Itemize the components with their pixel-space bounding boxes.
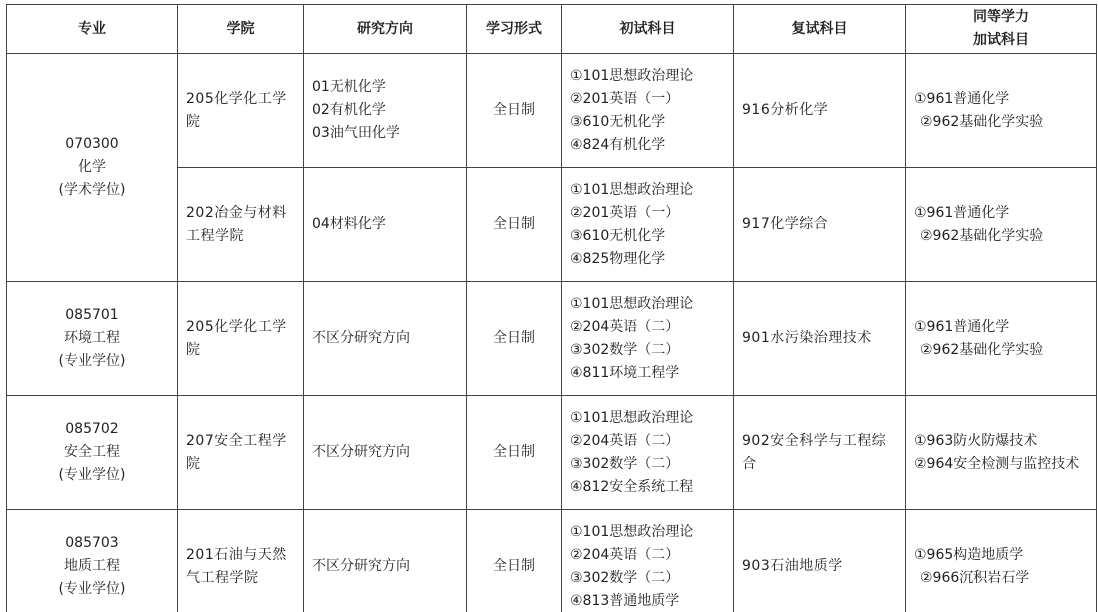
extra-subject: ②964安全检测与监控技术 xyxy=(914,455,1080,472)
college-cell xyxy=(178,282,304,396)
major-code: 070300 xyxy=(65,136,119,152)
header-initial-subjects: 初试科目 xyxy=(562,5,734,54)
extra-subject: ①963防火防爆技术 xyxy=(914,432,1038,449)
college-cell xyxy=(178,168,304,282)
direction-item: 不区分研究方向 xyxy=(312,444,410,460)
college-cell xyxy=(178,396,304,510)
extra-subject: ②962基础化学实验 xyxy=(920,227,1044,244)
extra-subjects-cell xyxy=(906,396,1097,510)
retest-subject: 902安全科学与工程综合 xyxy=(742,432,887,472)
major-code: 085703 xyxy=(65,535,119,551)
initial-subject: ④813普通地质学 xyxy=(570,592,680,609)
major-cell xyxy=(7,396,178,510)
initial-subject: ②204英语（二） xyxy=(570,432,680,449)
major-cell xyxy=(7,510,178,612)
initial-subjects-cell xyxy=(562,54,734,168)
extra-subject: ②962基础化学实验 xyxy=(920,113,1044,130)
mode-cell: 全日制 xyxy=(467,396,562,510)
direction-cell xyxy=(304,54,467,168)
retest-subject: 917化学综合 xyxy=(742,216,829,232)
initial-subject: ④812安全系统工程 xyxy=(570,478,694,495)
table-row xyxy=(7,54,1097,168)
college-cell xyxy=(178,510,304,612)
extra-subjects-cell xyxy=(906,54,1097,168)
extra-subject: ②962基础化学实验 xyxy=(920,341,1044,358)
mode-cell: 全日制 xyxy=(467,168,562,282)
initial-subject: ③610无机化学 xyxy=(570,113,666,130)
college-name: 205化学化工学院 xyxy=(186,90,287,130)
retest-subject-cell xyxy=(734,282,906,396)
initial-subject: ③610无机化学 xyxy=(570,227,666,244)
major-cell xyxy=(7,282,178,396)
direction-item: 02有机化学 xyxy=(312,102,386,118)
header-college: 学院 xyxy=(178,5,304,54)
retest-subject: 901水污染治理技术 xyxy=(742,330,872,346)
direction-item: 不区分研究方向 xyxy=(312,330,410,346)
direction-item: 03油气田化学 xyxy=(312,125,400,141)
initial-subject: ①101思想政治理论 xyxy=(570,409,694,426)
header-mode: 学习形式 xyxy=(467,5,562,54)
direction-cell xyxy=(304,510,467,612)
retest-subject-cell xyxy=(734,396,906,510)
table-row xyxy=(7,510,1097,612)
extra-subjects-cell xyxy=(906,168,1097,282)
initial-subject: ②204英语（二） xyxy=(570,318,680,335)
initial-subject: ②201英语（一） xyxy=(570,204,680,221)
retest-subject-cell xyxy=(734,54,906,168)
college-name: 201石油与天然气工程学院 xyxy=(186,546,287,586)
retest-subject: 903石油地质学 xyxy=(742,558,843,574)
major-code: 085702 xyxy=(65,421,119,437)
initial-subject: ①101思想政治理论 xyxy=(570,181,694,198)
retest-subject-cell xyxy=(734,510,906,612)
initial-subject: ①101思想政治理论 xyxy=(570,523,694,540)
major-name: 化学 xyxy=(78,159,106,175)
major-name: 地质工程 xyxy=(64,558,120,574)
direction-cell xyxy=(304,282,467,396)
extra-subject: ①961普通化学 xyxy=(914,318,1010,335)
table-row xyxy=(7,282,1097,396)
extra-subject: ②966沉积岩石学 xyxy=(920,569,1030,586)
admission-subjects-table xyxy=(6,4,1097,612)
extra-subject: ①961普通化学 xyxy=(914,204,1010,221)
direction-cell xyxy=(304,168,467,282)
retest-subject: 916分析化学 xyxy=(742,102,829,118)
initial-subject: ③302数学（二） xyxy=(570,455,680,472)
header-direction: 研究方向 xyxy=(304,5,467,54)
retest-subject-cell xyxy=(734,168,906,282)
header-major: 专业 xyxy=(7,5,178,54)
direction-item: 01无机化学 xyxy=(312,79,386,95)
header-row xyxy=(7,5,1097,54)
direction-cell xyxy=(304,396,467,510)
major-name: 安全工程 xyxy=(64,444,120,460)
college-name: 202冶金与材料工程学院 xyxy=(186,204,287,244)
college-name: 205化学化工学院 xyxy=(186,318,287,358)
extra-subject: ①961普通化学 xyxy=(914,90,1010,107)
mode-cell: 全日制 xyxy=(467,54,562,168)
initial-subject: ②204英语（二） xyxy=(570,546,680,563)
mode-cell: 全日制 xyxy=(467,510,562,612)
header-extra-line1: 同等学力 xyxy=(973,9,1029,25)
college-cell xyxy=(178,54,304,168)
initial-subject: ③302数学（二） xyxy=(570,341,680,358)
major-name: 环境工程 xyxy=(64,330,120,346)
college-name: 207安全工程学院 xyxy=(186,432,287,472)
initial-subject: ④825物理化学 xyxy=(570,250,666,267)
major-type: (专业学位) xyxy=(58,467,126,483)
header-extra-line2: 加试科目 xyxy=(973,32,1029,48)
extra-subject: ①965构造地质学 xyxy=(914,546,1024,563)
initial-subject: ④811环境工程学 xyxy=(570,364,680,381)
header-extra-subjects xyxy=(906,5,1097,54)
extra-subjects-cell xyxy=(906,282,1097,396)
initial-subject: ①101思想政治理论 xyxy=(570,67,694,84)
initial-subject: ②201英语（一） xyxy=(570,90,680,107)
major-type: (专业学位) xyxy=(58,581,126,597)
header-retest-subjects: 复试科目 xyxy=(734,5,906,54)
major-type: (学术学位) xyxy=(58,182,126,198)
initial-subjects-cell xyxy=(562,396,734,510)
major-type: (专业学位) xyxy=(58,353,126,369)
major-cell xyxy=(7,54,178,282)
initial-subjects-cell xyxy=(562,168,734,282)
initial-subjects-cell xyxy=(562,282,734,396)
direction-item: 不区分研究方向 xyxy=(312,558,410,574)
initial-subject: ④824有机化学 xyxy=(570,136,666,153)
initial-subject: ①101思想政治理论 xyxy=(570,295,694,312)
mode-cell: 全日制 xyxy=(467,282,562,396)
direction-item: 04材料化学 xyxy=(312,216,386,232)
initial-subject: ③302数学（二） xyxy=(570,569,680,586)
major-code: 085701 xyxy=(65,307,119,323)
table-row xyxy=(7,396,1097,510)
initial-subjects-cell xyxy=(562,510,734,612)
extra-subjects-cell xyxy=(906,510,1097,612)
